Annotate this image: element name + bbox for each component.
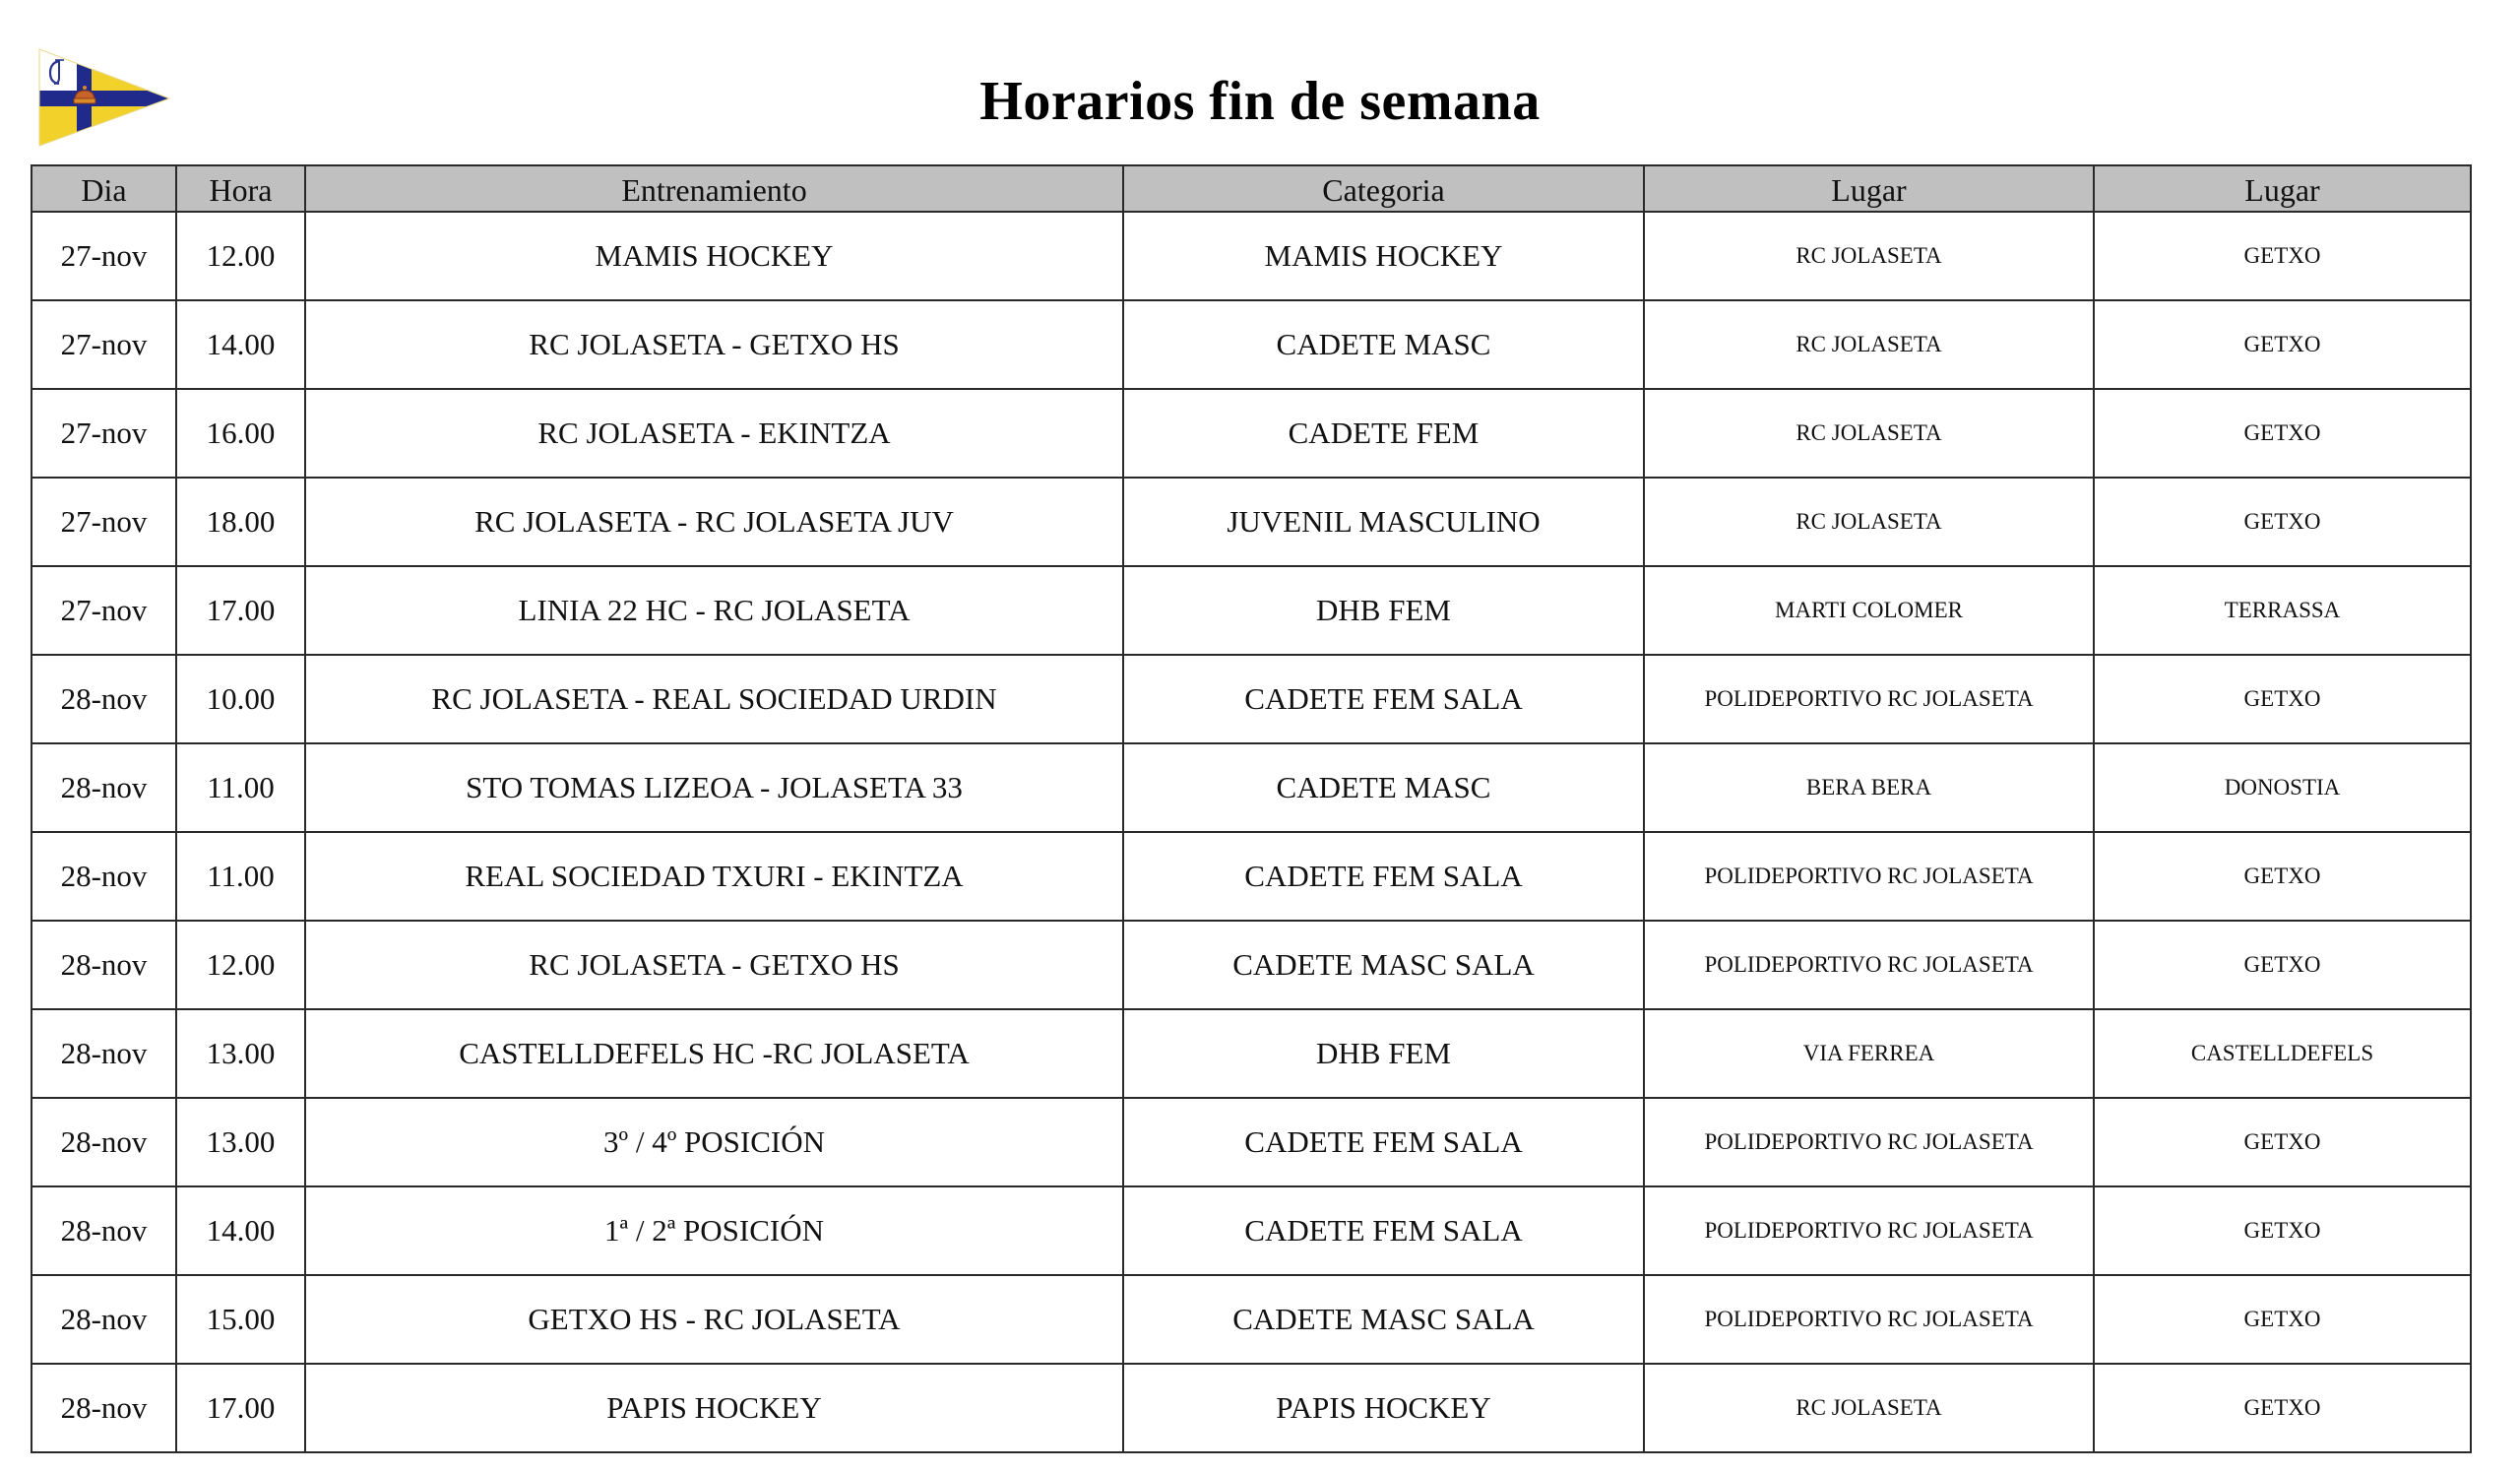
cell-lugar: MARTI COLOMER	[1644, 566, 2094, 655]
table-row	[32, 1364, 2471, 1452]
cell-categoria: CADETE MASC SALA	[1123, 1275, 1644, 1364]
cell-lugar-2: GETXO	[2094, 1098, 2471, 1186]
table-row	[32, 832, 2471, 921]
cell-entrenamiento: MAMIS HOCKEY	[305, 212, 1123, 300]
cell-categoria: CADETE FEM SALA	[1123, 832, 1644, 921]
cell-hora: 13.00	[176, 1009, 305, 1098]
cell-entrenamiento: RC JOLASETA - GETXO HS	[305, 300, 1123, 389]
cell-lugar: BERA BERA	[1644, 743, 2094, 832]
cell-dia: 28-nov	[32, 1364, 176, 1452]
cell-dia: 28-nov	[32, 1275, 176, 1364]
cell-lugar: POLIDEPORTIVO RC JOLASETA	[1644, 1098, 2094, 1186]
cell-lugar: RC JOLASETA	[1644, 478, 2094, 566]
cell-hora: 10.00	[176, 655, 305, 743]
cell-lugar-2: TERRASSA	[2094, 566, 2471, 655]
cell-lugar-2: GETXO	[2094, 389, 2471, 478]
cell-hora: 17.00	[176, 1364, 305, 1452]
cell-lugar-2: GETXO	[2094, 832, 2471, 921]
cell-lugar: POLIDEPORTIVO RC JOLASETA	[1644, 1186, 2094, 1275]
table-row	[32, 1186, 2471, 1275]
header-dia: Dia	[32, 165, 176, 212]
cell-dia: 28-nov	[32, 743, 176, 832]
cell-entrenamiento: RC JOLASETA - REAL SOCIEDAD URDIN	[305, 655, 1123, 743]
cell-categoria: DHB FEM	[1123, 566, 1644, 655]
header-entrenamiento: Entrenamiento	[305, 165, 1123, 212]
table-row	[32, 1009, 2471, 1098]
cell-entrenamiento: RC JOLASETA - GETXO HS	[305, 921, 1123, 1009]
cell-hora: 14.00	[176, 1186, 305, 1275]
cell-categoria: CADETE MASC SALA	[1123, 921, 1644, 1009]
cell-categoria: CADETE MASC	[1123, 300, 1644, 389]
cell-categoria: CADETE FEM SALA	[1123, 1098, 1644, 1186]
cell-entrenamiento: REAL SOCIEDAD TXURI - EKINTZA	[305, 832, 1123, 921]
cell-lugar-2: GETXO	[2094, 921, 2471, 1009]
cell-dia: 28-nov	[32, 1009, 176, 1098]
table-row	[32, 300, 2471, 389]
header-lugar-2: Lugar	[2094, 165, 2471, 212]
cell-hora: 14.00	[176, 300, 305, 389]
cell-hora: 17.00	[176, 566, 305, 655]
cell-categoria: CADETE FEM SALA	[1123, 655, 1644, 743]
cell-lugar: RC JOLASETA	[1644, 1364, 2094, 1452]
cell-lugar-2: GETXO	[2094, 300, 2471, 389]
cell-dia: 28-nov	[32, 921, 176, 1009]
cell-hora: 11.00	[176, 832, 305, 921]
cell-dia: 27-nov	[32, 212, 176, 300]
header-hora: Hora	[176, 165, 305, 212]
cell-lugar: POLIDEPORTIVO RC JOLASETA	[1644, 921, 2094, 1009]
cell-entrenamiento: GETXO HS - RC JOLASETA	[305, 1275, 1123, 1364]
cell-lugar: RC JOLASETA	[1644, 300, 2094, 389]
cell-entrenamiento: RC JOLASETA - RC JOLASETA JUV	[305, 478, 1123, 566]
cell-hora: 16.00	[176, 389, 305, 478]
cell-lugar-2: GETXO	[2094, 1186, 2471, 1275]
cell-lugar: POLIDEPORTIVO RC JOLASETA	[1644, 832, 2094, 921]
table-header-row	[32, 165, 2471, 212]
cell-lugar: RC JOLASETA	[1644, 389, 2094, 478]
cell-entrenamiento: 1ª / 2ª POSICIÓN	[305, 1186, 1123, 1275]
table-row	[32, 1275, 2471, 1364]
cell-hora: 15.00	[176, 1275, 305, 1364]
table-row	[32, 212, 2471, 300]
header-lugar: Lugar	[1644, 165, 2094, 212]
cell-dia: 27-nov	[32, 300, 176, 389]
cell-lugar: POLIDEPORTIVO RC JOLASETA	[1644, 655, 2094, 743]
cell-lugar-2: GETXO	[2094, 1364, 2471, 1452]
table-row	[32, 566, 2471, 655]
page-title: Horarios fin de semana	[979, 71, 1541, 132]
table-row	[32, 921, 2471, 1009]
cell-entrenamiento: CASTELLDEFELS HC -RC JOLASETA	[305, 1009, 1123, 1098]
cell-entrenamiento: 3º / 4º POSICIÓN	[305, 1098, 1123, 1186]
cell-dia: 28-nov	[32, 1186, 176, 1275]
cell-entrenamiento: STO TOMAS LIZEOA - JOLASETA 33	[305, 743, 1123, 832]
cell-entrenamiento: LINIA 22 HC - RC JOLASETA	[305, 566, 1123, 655]
header-categoria: Categoria	[1123, 165, 1644, 212]
cell-lugar-2: GETXO	[2094, 478, 2471, 566]
cell-lugar-2: GETXO	[2094, 1275, 2471, 1364]
cell-lugar-2: GETXO	[2094, 655, 2471, 743]
cell-lugar-2: GETXO	[2094, 212, 2471, 300]
cell-categoria: JUVENIL MASCULINO	[1123, 478, 1644, 566]
cell-dia: 28-nov	[32, 1098, 176, 1186]
table-row	[32, 743, 2471, 832]
cell-categoria: MAMIS HOCKEY	[1123, 212, 1644, 300]
cell-dia: 27-nov	[32, 389, 176, 478]
cell-dia: 28-nov	[32, 832, 176, 921]
table-row	[32, 1098, 2471, 1186]
cell-entrenamiento: PAPIS HOCKEY	[305, 1364, 1123, 1452]
cell-categoria: DHB FEM	[1123, 1009, 1644, 1098]
cell-hora: 13.00	[176, 1098, 305, 1186]
table-row	[32, 478, 2471, 566]
cell-dia: 27-nov	[32, 478, 176, 566]
cell-categoria: CADETE FEM SALA	[1123, 1186, 1644, 1275]
cell-lugar: VIA FERREA	[1644, 1009, 2094, 1098]
cell-hora: 12.00	[176, 921, 305, 1009]
cell-lugar: RC JOLASETA	[1644, 212, 2094, 300]
table-row	[32, 389, 2471, 478]
cell-lugar-2: CASTELLDEFELS	[2094, 1009, 2471, 1098]
cell-hora: 11.00	[176, 743, 305, 832]
cell-dia: 28-nov	[32, 655, 176, 743]
cell-lugar-2: DONOSTIA	[2094, 743, 2471, 832]
cell-categoria: PAPIS HOCKEY	[1123, 1364, 1644, 1452]
cell-entrenamiento: RC JOLASETA - EKINTZA	[305, 389, 1123, 478]
table-row	[32, 655, 2471, 743]
schedule-table	[31, 164, 2472, 1453]
cell-hora: 12.00	[176, 212, 305, 300]
cell-hora: 18.00	[176, 478, 305, 566]
cell-dia: 27-nov	[32, 566, 176, 655]
cell-categoria: CADETE MASC	[1123, 743, 1644, 832]
cell-lugar: POLIDEPORTIVO RC JOLASETA	[1644, 1275, 2094, 1364]
cell-categoria: CADETE FEM	[1123, 389, 1644, 478]
